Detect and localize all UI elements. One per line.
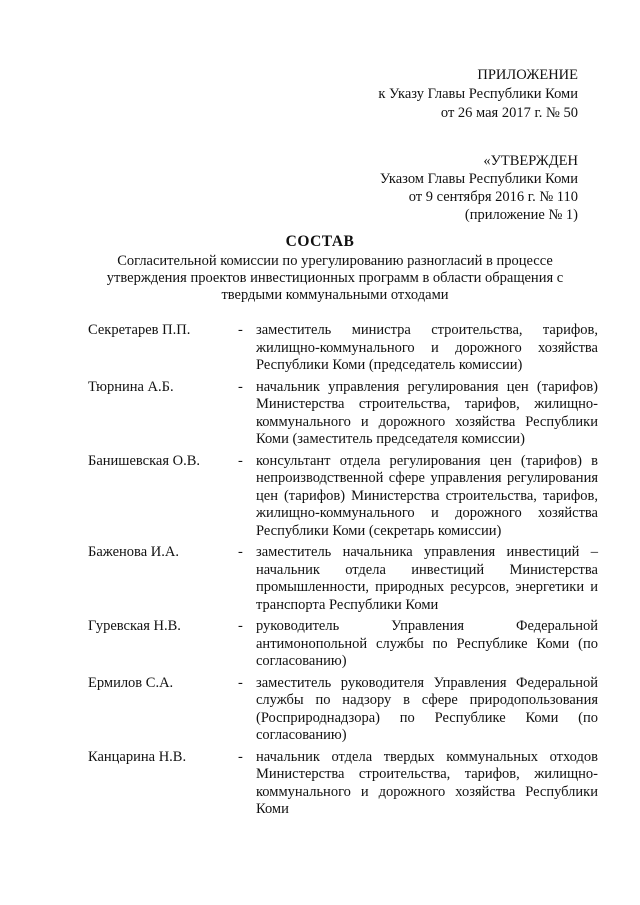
- member-row: [88, 675, 606, 745]
- member-dash: -: [238, 748, 243, 765]
- annex-decree-ref: к Указу Главы Республики Коми: [378, 86, 578, 102]
- member-row: [88, 453, 606, 541]
- member-row: [88, 618, 606, 671]
- approval-decree-date: от 9 сентября 2016 г. № 110: [408, 189, 578, 205]
- member-row: [88, 379, 606, 449]
- member-name: Банишевская О.В.: [88, 452, 201, 469]
- member-dash: -: [238, 618, 243, 634]
- annex-decree-date: от 26 мая 2017 г. № 50: [440, 105, 578, 121]
- member-role: руководитель Управления Федеральной антимонопольной службы по Республике Коми (по согласованию): [256, 618, 598, 669]
- document-title: СОСТАВ: [285, 233, 355, 250]
- document-subtitle: Согласительной комиссии по урегулированию разногласий в процессе утверждения проектов инвестиционных программ в области обращения с твердыми коммунальными отходами: [106, 253, 564, 303]
- member-name: Гуревская Н.В.: [88, 618, 181, 634]
- member-name: Тюрнина А.Б.: [88, 378, 174, 395]
- member-row: [88, 749, 606, 819]
- member-dash: -: [238, 322, 243, 338]
- member-name: Секретарев П.П.: [88, 322, 191, 338]
- member-role: начальник управления регулирования цен (тарифов) Министерства строительства, тарифов, жилищно-коммунального и дорожного хозяйства Республики Коми (заместитель председателя комиссии): [256, 378, 598, 447]
- member-list: [88, 322, 606, 823]
- member-role: заместитель руководителя Управления Федеральной службы по надзору в сфере природопользования (Росприроднадзора) по Республике Коми (по согласованию): [256, 674, 598, 743]
- member-role: начальник отдела твердых коммунальных отходов Министерства строительства, тарифов, жилищно-коммунального и дорожного хозяйства Республики Коми: [256, 748, 598, 817]
- member-row: [88, 544, 606, 614]
- approval-annex-ref: (приложение № 1): [464, 207, 578, 223]
- member-role: консультант отдела регулирования цен (тарифов) в непроизводственной сфере управления регулирования цен (тарифов) Министерства строительства, тарифов, жилищно-коммунального и дорожного хозяйства Республики Коми (секретарь комиссии): [256, 452, 598, 539]
- approval-decree-ref: Указом Главы Республики Коми: [379, 171, 578, 187]
- member-name: Баженова И.А.: [88, 544, 179, 560]
- member-row: [88, 322, 606, 375]
- approval-heading: «УТВЕРЖДЕН: [483, 153, 578, 169]
- approval-block: [380, 152, 578, 224]
- annex-block: [378, 66, 578, 123]
- annex-heading: ПРИЛОЖЕНИЕ: [477, 67, 578, 83]
- member-name: Канцарина Н.В.: [88, 748, 187, 765]
- member-dash: -: [238, 378, 243, 395]
- member-dash: -: [238, 544, 243, 560]
- member-role: заместитель министра строительства, тарифов, жилищно-коммунального и дорожного хозяйства Республики Коми (председатель комиссии): [256, 322, 598, 373]
- member-role: заместитель начальника управления инвестиций – начальник отдела инвестиций Министерства промышленности, природных ресурсов, энергетики и транспорта Республики Коми: [256, 544, 598, 613]
- member-dash: -: [238, 452, 243, 469]
- member-dash: -: [238, 674, 243, 691]
- member-name: Ермилов С.А.: [88, 674, 174, 691]
